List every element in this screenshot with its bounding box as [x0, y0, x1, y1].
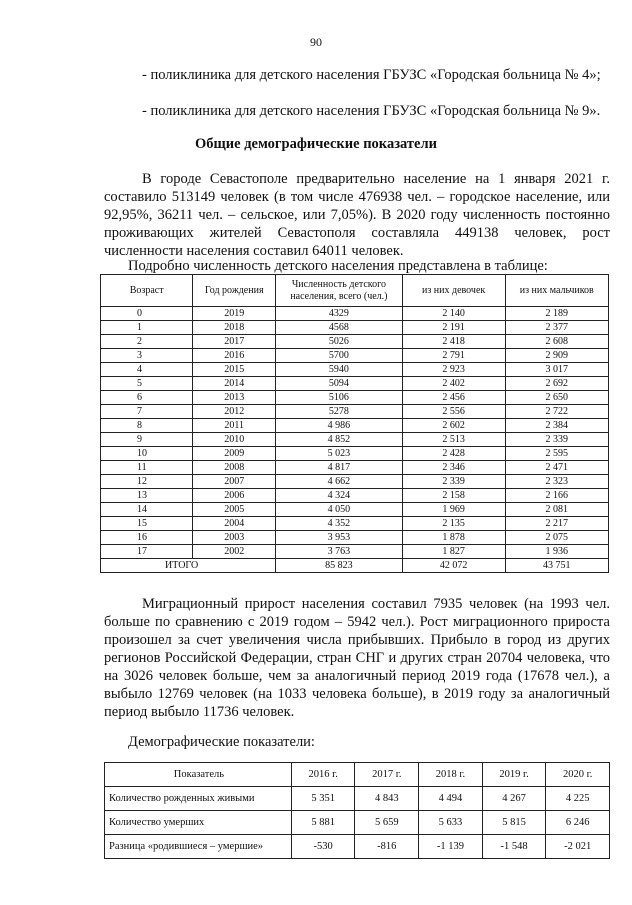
table-cell: 2 556 [402, 405, 505, 419]
table-row [101, 377, 609, 391]
table-cell: 2 692 [505, 377, 608, 391]
table-cell: 5094 [276, 377, 403, 391]
table-cell: 4 662 [276, 475, 403, 489]
table-cell: 2 602 [402, 419, 505, 433]
table-cell: 5 815 [482, 811, 546, 835]
table-cell: 1 969 [402, 503, 505, 517]
table-cell: 4 986 [276, 419, 403, 433]
section-heading: Общие демографические показатели [195, 136, 437, 152]
table-cell: 5 881 [291, 811, 355, 835]
header-indicator: Показатель [105, 763, 292, 787]
table-cell: 2013 [193, 391, 276, 405]
population-paragraph: В городе Севастополе предварительно население на 1 января 2021 г. составило 513149 человек (в том числе 476938 чел. – городское население, или 92,95%, 36211 чел. – сельское, или 7,05%). В 2020 году численность постоянно проживающих жителей Севастополя составляла 449138 человек, рост численности населения составил 64011 человек. [104, 171, 610, 259]
header-year: 2019 г. [482, 763, 546, 787]
table-cell: 2 909 [505, 349, 608, 363]
table-cell: 2 608 [505, 335, 608, 349]
table-cell: 2 471 [505, 461, 608, 475]
bullet-hospital-9: - поликлиника для детского населения ГБУЗС «Городская больница № 9». [142, 103, 601, 119]
header-birth-year: Год рождения [193, 275, 276, 307]
table-cell: 3 017 [505, 363, 608, 377]
table-cell: 2 513 [402, 433, 505, 447]
table-row [101, 531, 609, 545]
indicator-label: Разница «родившиеся – умершие» [105, 835, 292, 859]
table-row [105, 811, 610, 835]
header-boys: из них мальчиков [505, 275, 608, 307]
table-cell: 5106 [276, 391, 403, 405]
table-cell: 2003 [193, 531, 276, 545]
table-cell: 9 [101, 433, 193, 447]
table-cell: 2018 [193, 321, 276, 335]
table-cell: 3 953 [276, 531, 403, 545]
table-cell: 4 852 [276, 433, 403, 447]
table-cell: 2007 [193, 475, 276, 489]
table-row [101, 419, 609, 433]
header-year: 2018 г. [419, 763, 483, 787]
children-population-table [100, 274, 609, 573]
table-cell: 4 225 [546, 787, 610, 811]
table-cell: 4 817 [276, 461, 403, 475]
table-cell: 5 [101, 377, 193, 391]
table-cell: 4 050 [276, 503, 403, 517]
table-row [105, 787, 610, 811]
table-cell: 2 595 [505, 447, 608, 461]
table-cell: 1 878 [402, 531, 505, 545]
table-cell: 15 [101, 517, 193, 531]
table-cell: 2010 [193, 433, 276, 447]
table-cell: 2 217 [505, 517, 608, 531]
table-row [101, 405, 609, 419]
page-number: 90 [310, 35, 322, 49]
table-cell: 2006 [193, 489, 276, 503]
table-cell: -1 139 [419, 835, 483, 859]
table-cell: 17 [101, 545, 193, 559]
table-row [105, 835, 610, 859]
demographics-table [104, 762, 610, 859]
bullet-hospital-4: - поликлиника для детского населения ГБУЗС «Городская больница № 4»; [142, 67, 601, 83]
table-cell: 12 [101, 475, 193, 489]
table-cell: -530 [291, 835, 355, 859]
table-cell: 2 402 [402, 377, 505, 391]
table-cell: 2014 [193, 377, 276, 391]
header-total: Численность детского населения, всего (чел.) [276, 275, 403, 307]
table-cell: -2 021 [546, 835, 610, 859]
table-row [101, 349, 609, 363]
table-cell: 2 377 [505, 321, 608, 335]
table-cell: 5278 [276, 405, 403, 419]
table-cell: 2 191 [402, 321, 505, 335]
table-cell: 2 081 [505, 503, 608, 517]
table-cell: 5 659 [355, 811, 419, 835]
table-row [101, 391, 609, 405]
table-cell: 2 075 [505, 531, 608, 545]
demographics-intro: Демографические показатели: [128, 734, 315, 750]
table-cell: 3 [101, 349, 193, 363]
table-cell: 2009 [193, 447, 276, 461]
table-cell: 5700 [276, 349, 403, 363]
table-cell: 4 352 [276, 517, 403, 531]
table-cell: 5 023 [276, 447, 403, 461]
table-cell: 4 324 [276, 489, 403, 503]
table-row [101, 335, 609, 349]
table-cell: 2 339 [505, 433, 608, 447]
table-header-row [105, 763, 610, 787]
total-row [101, 559, 609, 573]
total-cell: 43 751 [505, 559, 608, 573]
table-cell: 4568 [276, 321, 403, 335]
table-cell: 2 [101, 335, 193, 349]
table-cell: 1 936 [505, 545, 608, 559]
table-cell: 2 140 [402, 307, 505, 321]
table-header-row [101, 275, 609, 307]
table-cell: 6 [101, 391, 193, 405]
table-cell: 4329 [276, 307, 403, 321]
table-cell: 4 267 [482, 787, 546, 811]
table-row [101, 545, 609, 559]
table-cell: 2004 [193, 517, 276, 531]
table-cell: 11 [101, 461, 193, 475]
table-cell: 8 [101, 419, 193, 433]
table-cell: 6 246 [546, 811, 610, 835]
table-cell: 2005 [193, 503, 276, 517]
table-cell: 2019 [193, 307, 276, 321]
indicator-label: Количество рожденных живыми [105, 787, 292, 811]
table-cell: 2 456 [402, 391, 505, 405]
table-row [101, 363, 609, 377]
table-cell: 5940 [276, 363, 403, 377]
table-cell: 2012 [193, 405, 276, 419]
table-cell: 2015 [193, 363, 276, 377]
total-cell: 42 072 [402, 559, 505, 573]
header-girls: из них девочек [402, 275, 505, 307]
table-cell: 2002 [193, 545, 276, 559]
total-cell: 85 823 [276, 559, 403, 573]
table-cell: 5026 [276, 335, 403, 349]
table-cell: 4 843 [355, 787, 419, 811]
table-cell: 1 [101, 321, 193, 335]
table-cell: 16 [101, 531, 193, 545]
table-row [101, 321, 609, 335]
table-cell: 7 [101, 405, 193, 419]
table-cell: 2 323 [505, 475, 608, 489]
table-cell: 2 135 [402, 517, 505, 531]
table-cell: 14 [101, 503, 193, 517]
table-cell: 4 [101, 363, 193, 377]
table-row [101, 433, 609, 447]
table-cell: 2 158 [402, 489, 505, 503]
table-row [101, 447, 609, 461]
table-row [101, 517, 609, 531]
table-cell: 2 166 [505, 489, 608, 503]
total-label: ИТОГО [101, 559, 276, 573]
header-year: 2020 г. [546, 763, 610, 787]
table-cell: 10 [101, 447, 193, 461]
table-intro: Подробно численность детского населения представлена в таблице: [128, 258, 548, 274]
table-row [101, 461, 609, 475]
table-cell: -1 548 [482, 835, 546, 859]
table-cell: 2 791 [402, 349, 505, 363]
table-cell: 2 428 [402, 447, 505, 461]
table-cell: 2 722 [505, 405, 608, 419]
table-cell: 2 418 [402, 335, 505, 349]
table-row [101, 489, 609, 503]
table-row [101, 307, 609, 321]
table-cell: 2017 [193, 335, 276, 349]
table-cell: 2016 [193, 349, 276, 363]
table-cell: 2008 [193, 461, 276, 475]
header-age: Возраст [101, 275, 193, 307]
table-row [101, 475, 609, 489]
table-cell: 5 351 [291, 787, 355, 811]
table-cell: 4 494 [419, 787, 483, 811]
header-year: 2017 г. [355, 763, 419, 787]
table-cell: 3 763 [276, 545, 403, 559]
table-cell: 13 [101, 489, 193, 503]
table-row [101, 503, 609, 517]
table-cell: 2 189 [505, 307, 608, 321]
table-cell: 2 346 [402, 461, 505, 475]
table-cell: 1 827 [402, 545, 505, 559]
table-cell: 0 [101, 307, 193, 321]
indicator-label: Количество умерших [105, 811, 292, 835]
migration-paragraph: Миграционный прирост населения составил 7935 человек (на 1993 чел. больше по сравнению с 2019 годом – 5942 чел.). Рост миграционного прироста произошел за счет увеличения числа прибывших. Прибыло в город из других регионов Российской Федерации, стран СНГ и других стран 20704 человека, что на 3026 человек больше, чем за аналогичный период 2019 года (17678 чел.), а выбыло 12769 человек (на 1033 человека больше), в 2019 году за аналогичный период выбыло 11736 человек. [104, 596, 610, 720]
table-cell: 2 339 [402, 475, 505, 489]
table-cell: -816 [355, 835, 419, 859]
table-cell: 2011 [193, 419, 276, 433]
header-year: 2016 г. [291, 763, 355, 787]
table-cell: 2 923 [402, 363, 505, 377]
table-cell: 5 633 [419, 811, 483, 835]
table-cell: 2 650 [505, 391, 608, 405]
table-cell: 2 384 [505, 419, 608, 433]
